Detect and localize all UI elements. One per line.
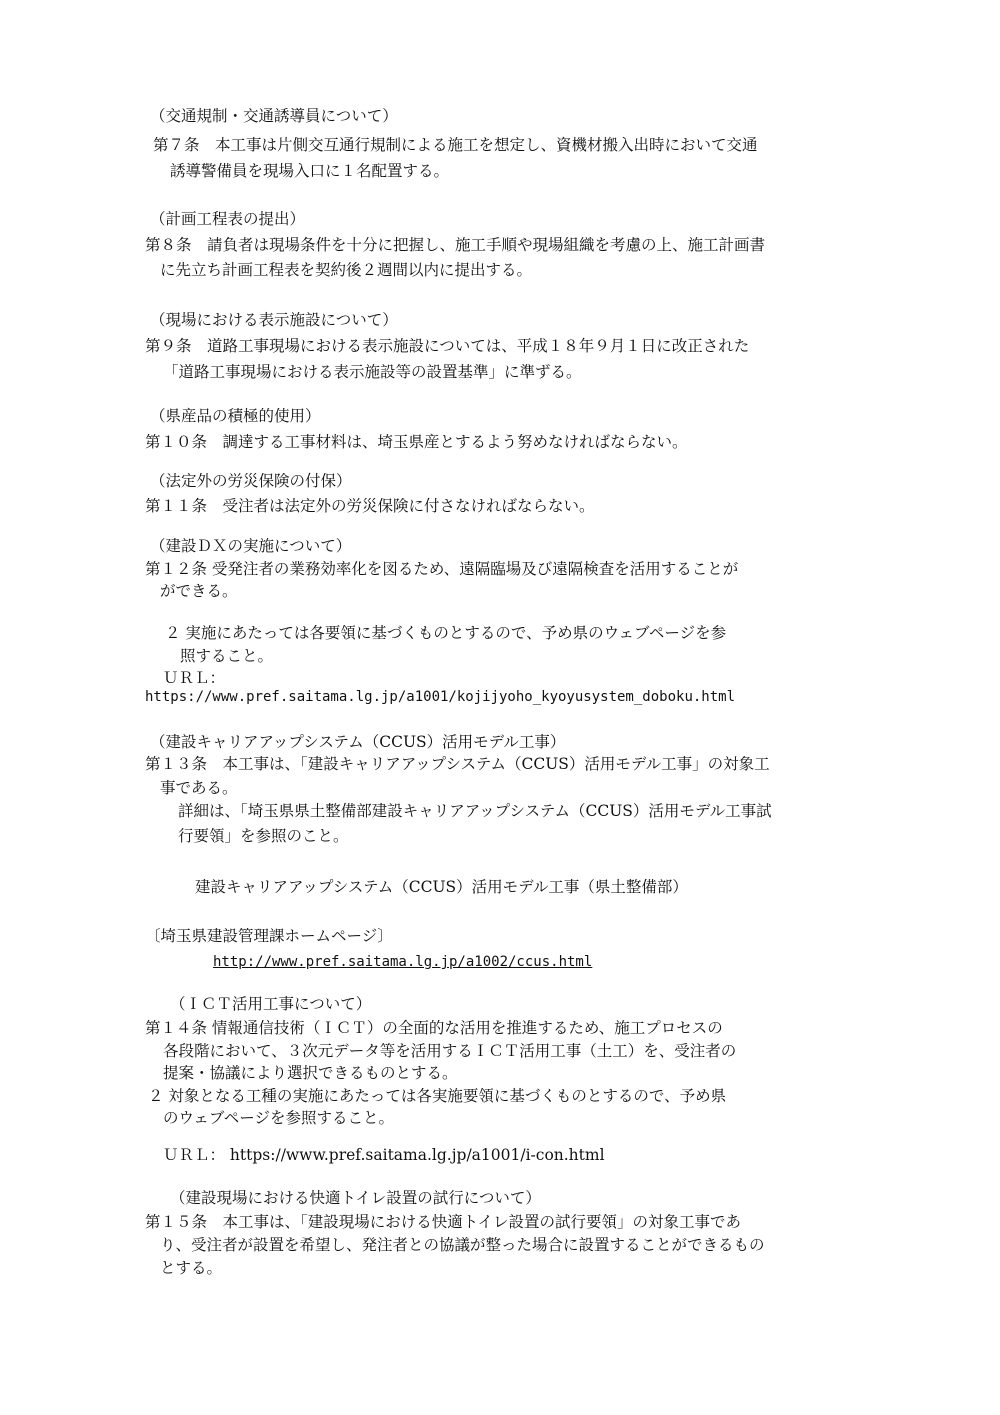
article-text: 誘導警備員を現場入口に１名配置する。 bbox=[170, 162, 450, 180]
article-text: ２ 実施にあたっては各要領に基づくものとするので、予め県のウェブページを参 bbox=[165, 624, 727, 642]
ccus-link[interactable]: http://www.pref.saitama.lg.jp/a1002/ccus.html bbox=[213, 954, 593, 970]
article-text: 詳細は、「埼玉県県土整備部建設キャリアアップシステム（CCUS）活用モデル工事試 bbox=[178, 802, 772, 820]
section-heading: （県産品の積極的使用） bbox=[150, 407, 321, 425]
article-text: 第１４条 情報通信技術（ＩＣＴ）の全面的な活用を推進するため、施工プロセスの bbox=[145, 1019, 723, 1037]
section-heading: （建設ＤＸの実施について） bbox=[150, 537, 352, 555]
article-text: 事である。 bbox=[160, 779, 238, 797]
article-text: 行要領」を参照のこと。 bbox=[178, 827, 349, 845]
article-text: 第１１条 受注者は法定外の労災保険に付さなければならない。 bbox=[145, 497, 595, 515]
article-text: とする。 bbox=[160, 1259, 223, 1277]
article-text: 第１０条 調達する工事材料は、埼玉県産とするよう努めなければならない。 bbox=[145, 433, 688, 451]
section-heading: （法定外の労災保険の付保） bbox=[150, 472, 352, 490]
article-text: に先立ち計画工程表を契約後２週間以内に提出する。 bbox=[160, 261, 533, 279]
section-heading: （現場における表示施設について） bbox=[150, 311, 398, 329]
article-text: 第８条 請負者は現場条件を十分に把握し、施工手順や現場組織を考慮の上、施工計画書 bbox=[145, 236, 766, 254]
section-heading: （建設キャリアアップシステム（CCUS）活用モデル工事） bbox=[150, 733, 566, 751]
section-heading: （計画工程表の提出） bbox=[150, 210, 306, 228]
article-text: ができる。 bbox=[160, 582, 238, 600]
article-text: 提案・協議により選択できるものとする。 bbox=[163, 1064, 458, 1082]
article-text: 第１２条 受発注者の業務効率化を図るため、遠隔臨場及び遠隔検査を活用することが bbox=[145, 560, 739, 578]
url-label: ＵＲＬ： bbox=[163, 669, 226, 687]
article-text: り、受注者が設置を希望し、発注者との協議が整った場合に設置することができるもの bbox=[160, 1236, 765, 1254]
article-text: 第７条 本工事は片側交互通行規制による施工を想定し、資機材搬入出時において交通 bbox=[153, 136, 758, 154]
article-text: 「道路工事現場における表示施設等の設置基準」に準ずる。 bbox=[163, 363, 582, 381]
model-work-title: 建設キャリアアップシステム（CCUS）活用モデル工事（県土整備部） bbox=[195, 878, 688, 896]
section-heading: （交通規制・交通誘導員について） bbox=[150, 107, 398, 125]
article-text: 第１５条 本工事は、「建設現場における快適トイレ設置の試行要領」の対象工事であ bbox=[145, 1213, 741, 1231]
article-text: 照すること。 bbox=[180, 647, 274, 665]
section-heading: （建設現場における快適トイレ設置の試行について） bbox=[170, 1189, 541, 1207]
article-text: 第９条 道路工事現場における表示施設については、平成１８年９月１日に改正された bbox=[145, 337, 750, 355]
url-text: https://www.pref.saitama.lg.jp/a1001/kojijyoho_kyoyusystem_doboku.html bbox=[145, 689, 736, 705]
article-text: 各段階において、３次元データ等を活用するＩＣＴ活用工事（土工）を、受注者の bbox=[163, 1042, 737, 1060]
article-text: 第１３条 本工事は、「建設キャリアアップシステム（CCUS）活用モデル工事」の対象工 bbox=[145, 755, 770, 773]
homepage-label: 〔埼玉県建設管理課ホームページ〕 bbox=[145, 927, 393, 945]
article-text: ２ 対象となる工種の実施にあたっては各実施要領に基づくものとするので、予め県 bbox=[148, 1087, 727, 1105]
section-heading: （ＩＣＴ活用工事について） bbox=[170, 995, 372, 1013]
url-text: ＵＲＬ： https://www.pref.saitama.lg.jp/a1001/i-con.html bbox=[163, 1146, 605, 1164]
article-text: のウェブページを参照すること。 bbox=[163, 1109, 394, 1127]
